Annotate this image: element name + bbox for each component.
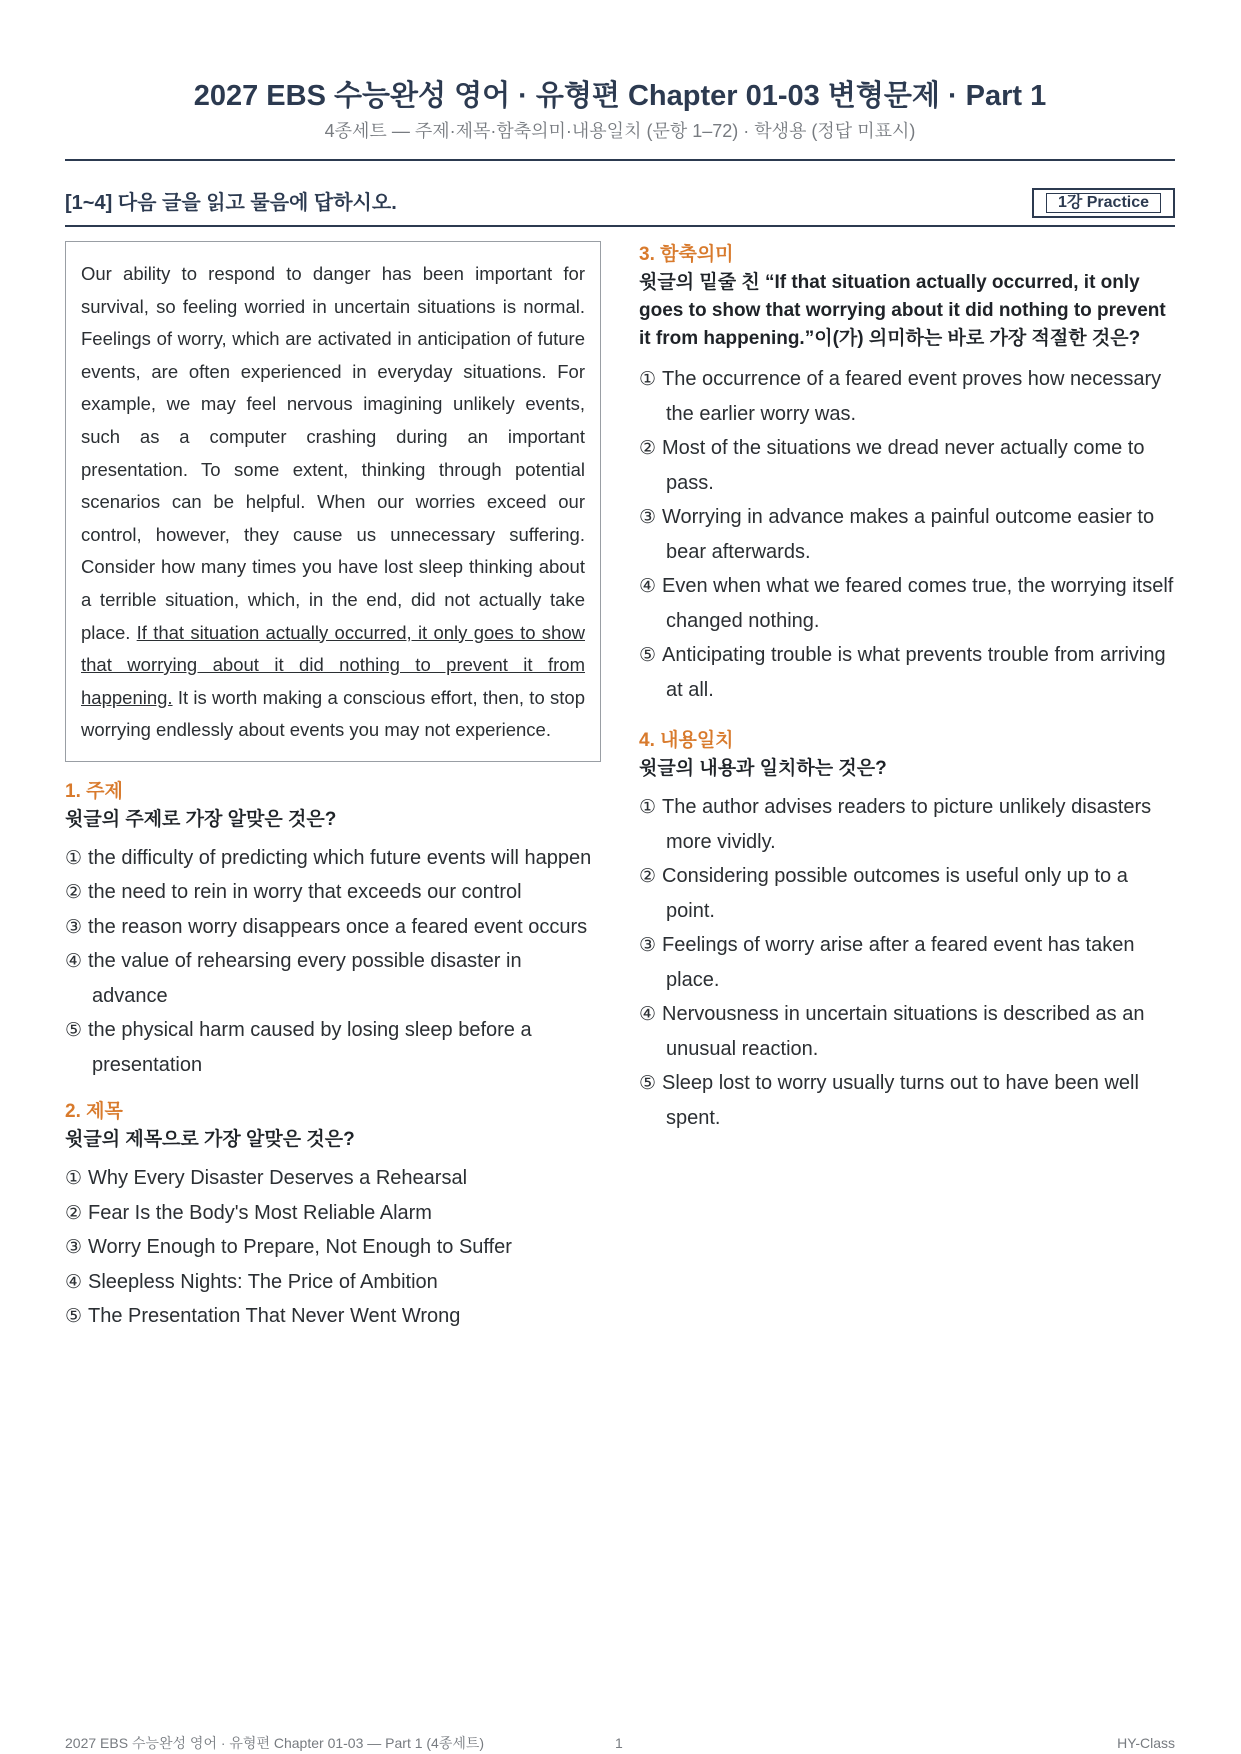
- option-number: ③: [639, 934, 657, 956]
- section-instruction: [1~4] 다음 글을 읽고 물음에 답하시오.: [65, 192, 397, 214]
- lesson-badge-label: 1강 Practice: [1046, 193, 1161, 213]
- passage-text-end: It is worth making a conscious effort, then, to stop worrying endlessly about events you may not experience.: [81, 686, 585, 741]
- passage-underlined-sentence: If that situation actually occurred, it only goes to show that worrying about it did nothing to prevent it from happening.: [81, 621, 585, 708]
- option-text: the need to rein in worry that exceeds our control: [88, 881, 522, 904]
- question-1-stem: 윗글의 주제로 가장 알맞은 것은?: [65, 808, 337, 830]
- option-item[interactable]: [639, 1066, 1175, 1135]
- option-item[interactable]: [639, 362, 1175, 431]
- option-text: the reason worry disappears once a feared event occurs: [88, 915, 588, 938]
- question-2-head: 2. 제목: [65, 1101, 123, 1123]
- option-number: ④: [639, 575, 657, 597]
- option-item[interactable]: [639, 500, 1175, 569]
- lesson-badge: [1032, 188, 1175, 218]
- option-number: ②: [639, 437, 657, 459]
- question-2-options: [65, 1161, 601, 1334]
- question-4-stem: 윗글의 내용과 일치하는 것은?: [639, 758, 887, 779]
- option-number: ④: [65, 950, 83, 973]
- option-item[interactable]: [65, 1196, 601, 1231]
- option-item[interactable]: [65, 944, 601, 1013]
- page-subtitle: 4종세트 — 주제·제목·함축의미·내용일치 (문항 1–72) · 학생용 (정답 미표시): [324, 121, 916, 141]
- option-number: ⑤: [639, 1072, 657, 1094]
- option-text: the physical harm caused by losing sleep before a presentation: [88, 1019, 532, 1076]
- option-number: ①: [65, 846, 83, 869]
- question-3-head: 3. 함축의미: [639, 244, 734, 265]
- question-3-stem: 윗글의 밑줄 친 “If that situation actually occurred, it only goes to show that worrying about it did nothing to prevent it from happening.”이(가) 의미하는 바로 가장 적절한 것은?: [639, 272, 1166, 349]
- option-item[interactable]: [65, 1161, 601, 1196]
- option-number: ②: [65, 881, 83, 904]
- option-number: ②: [65, 1201, 83, 1224]
- question-4: [639, 727, 1175, 1135]
- option-text: the value of rehearsing every possible disaster in advance: [88, 950, 522, 1007]
- option-text: Nervousness in uncertain situations is described as an unusual reaction.: [662, 1003, 1145, 1060]
- question-3: [639, 241, 1175, 707]
- option-number: ⑤: [65, 1019, 83, 1042]
- option-number: ④: [65, 1270, 83, 1293]
- option-item[interactable]: [65, 1230, 601, 1265]
- option-item[interactable]: [65, 1299, 601, 1334]
- question-2-stem: 윗글의 제목으로 가장 알맞은 것은?: [65, 1129, 355, 1151]
- option-item[interactable]: [639, 638, 1175, 707]
- question-3-options: [639, 362, 1175, 707]
- worksheet-page: [65, 0, 1175, 1754]
- page-title: 2027 EBS 수능완성 영어 · 유형편 Chapter 01-03 변형문제 · Part 1: [193, 80, 1047, 112]
- option-item[interactable]: [65, 1013, 601, 1082]
- option-number: ③: [639, 506, 657, 528]
- page-number: 1: [615, 1735, 623, 1751]
- option-item[interactable]: [639, 431, 1175, 500]
- option-number: ①: [639, 368, 657, 390]
- option-text: Considering possible outcomes is useful only up to a point.: [662, 865, 1128, 922]
- option-text: Even when what we feared comes true, the worrying itself changed nothing.: [662, 575, 1174, 632]
- option-text: The occurrence of a feared event proves how necessary the earlier worry was.: [662, 368, 1162, 425]
- reading-passage: [65, 241, 601, 762]
- option-number: ②: [639, 865, 657, 887]
- option-text: Sleep lost to worry usually turns out to have been well spent.: [662, 1072, 1139, 1129]
- section-divider: [65, 225, 1175, 227]
- option-text: Worrying in advance makes a painful outcome easier to bear afterwards.: [662, 506, 1155, 563]
- option-text: Fear Is the Body's Most Reliable Alarm: [88, 1201, 432, 1224]
- option-text: Worry Enough to Prepare, Not Enough to Suffer: [88, 1236, 512, 1259]
- option-text: Why Every Disaster Deserves a Rehearsal: [88, 1167, 468, 1190]
- option-number: ④: [639, 1003, 657, 1025]
- option-item[interactable]: [639, 997, 1175, 1066]
- question-2: [65, 1098, 601, 1334]
- right-column: [639, 241, 1175, 1135]
- option-number: ③: [65, 915, 83, 938]
- option-text: Anticipating trouble is what prevents trouble from arriving at all.: [662, 644, 1166, 701]
- option-text: Most of the situations we dread never actually come to pass.: [662, 437, 1145, 494]
- option-text: The Presentation That Never Went Wrong: [88, 1305, 461, 1328]
- option-item[interactable]: [65, 875, 601, 910]
- header-divider: [65, 159, 1175, 161]
- option-text: The author advises readers to picture unlikely disasters more vividly.: [662, 796, 1152, 853]
- left-column: [65, 241, 601, 1334]
- question-4-options: [639, 790, 1175, 1135]
- question-1-head: 1. 주제: [65, 780, 123, 802]
- option-text: Sleepless Nights: The Price of Ambition: [88, 1270, 438, 1293]
- option-number: ③: [65, 1236, 83, 1259]
- footer-doc-title: 2027 EBS 수능완성 영어 · 유형편 Chapter 01-03 — Part 1 (4종세트): [65, 1735, 485, 1751]
- question-1: [65, 778, 601, 1083]
- option-number: ⑤: [65, 1305, 83, 1328]
- option-item[interactable]: [639, 569, 1175, 638]
- option-item[interactable]: [65, 910, 601, 945]
- question-1-options: [65, 841, 601, 1083]
- footer-brand: HY-Class: [1117, 1735, 1175, 1751]
- option-item[interactable]: [65, 841, 601, 876]
- option-item[interactable]: [639, 928, 1175, 997]
- question-4-head: 4. 내용일치: [639, 730, 734, 751]
- option-number: ①: [639, 796, 657, 818]
- option-text: Feelings of worry arise after a feared event has taken place.: [662, 934, 1135, 991]
- option-item[interactable]: [639, 790, 1175, 859]
- option-number: ①: [65, 1167, 83, 1190]
- option-text: the difficulty of predicting which future events will happen: [88, 846, 592, 869]
- passage-text: Our ability to respond to danger has been important for survival, so feeling worried in uncertain situations is normal. Feelings of worry, which are activated in anticipation of future events, are often experienced in everyday situations. For example, we may feel nervous imagining unlikely events, such as a computer crashing during an important presentation. To some extent, thinking through potential scenarios can be helpful. When our worries exceed our control, however, they cause us unnecessary suffering. Consider how many times you have lost sleep thinking about a terrible situation, which, in the end, did not actually take place.: [81, 263, 585, 643]
- option-number: ⑤: [639, 644, 657, 666]
- option-item[interactable]: [639, 859, 1175, 928]
- option-item[interactable]: [65, 1265, 601, 1300]
